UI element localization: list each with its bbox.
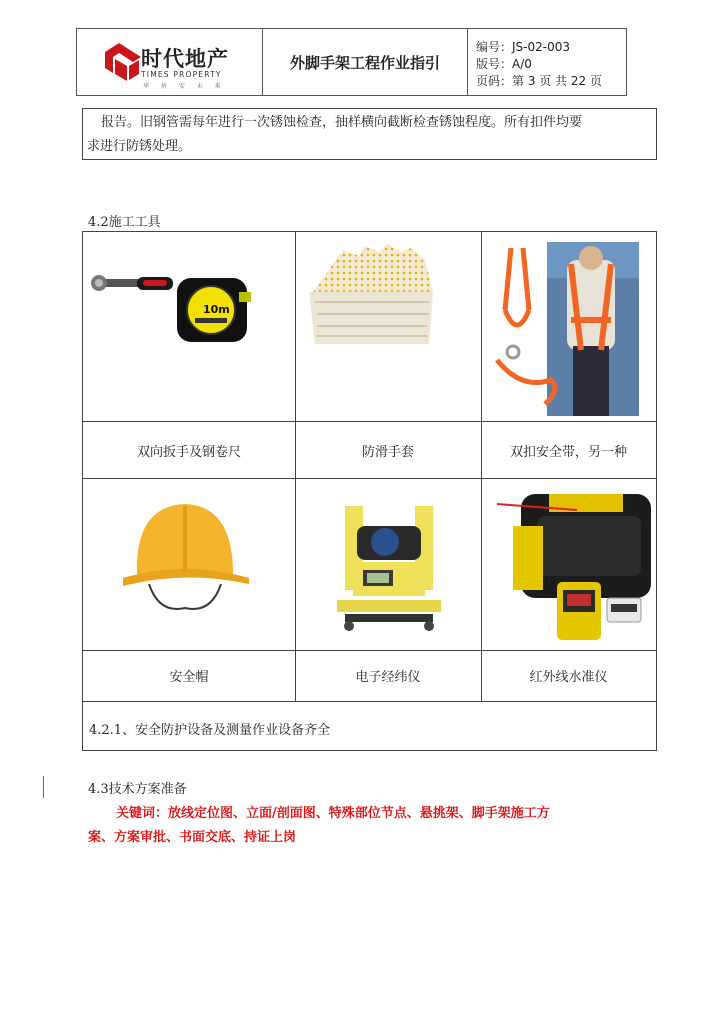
company-logo-icon <box>105 43 141 81</box>
tools-table <box>82 231 657 751</box>
tape-measure-label: 10m <box>203 303 230 316</box>
revision-mark <box>43 776 44 798</box>
page-number: 页码：第 3 页 共 22 页 <box>476 74 602 88</box>
company-slogan: 华 侨 安 未 来 <box>143 83 226 90</box>
gloves-icon <box>305 240 437 350</box>
company-logo-cell <box>77 29 263 95</box>
document-title: 外脚手架工程作业指引 <box>263 29 468 95</box>
continuation-box <box>82 108 657 160</box>
keywords-line-2: 案、方案审批、书面交底、持证上岗 <box>88 830 297 845</box>
caption-wrench-tape: 双向扳手及钢卷尺 <box>136 445 241 460</box>
doc-version: 版号：A/0 <box>476 57 532 71</box>
company-name-en: TIMES PROPERTY <box>141 70 222 79</box>
laser-level-icon <box>497 486 653 644</box>
caption-laser-level: 红外线水准仪 <box>529 670 608 685</box>
safety-helmet-icon <box>119 496 253 616</box>
continuation-line-1: 报告。旧钢管需每年进行一次锈蚀检查，抽样横向截断检查锈蚀程度。所有扣件均要 <box>101 115 583 130</box>
caption-helmet: 安全帽 <box>169 670 209 685</box>
caption-harness: 双扣安全带，另一种 <box>509 445 627 460</box>
caption-theodolite: 电子经纬仪 <box>355 670 421 685</box>
keywords-line-1: 关键词：放线定位图、立面/剖面图、特殊部位节点、悬挑架、脚手架施工方 <box>116 806 550 821</box>
tools-note: 4.2.1、安全防护设备及测量作业设备齐全 <box>89 723 331 738</box>
caption-gloves: 防滑手套 <box>361 445 414 460</box>
theodolite-icon <box>319 496 459 636</box>
document-meta <box>468 29 626 95</box>
continuation-line-2: 求进行防锈处理。 <box>87 139 192 154</box>
section-heading-4-2: 4.2施工工具 <box>88 215 161 230</box>
safety-harness-icon <box>491 240 641 418</box>
company-name-cn: 时代地产 <box>141 47 229 71</box>
document-header <box>76 28 627 96</box>
section-heading-4-3: 4.3技术方案准备 <box>88 782 187 797</box>
wrench-icon <box>89 268 175 302</box>
doc-number: 编号：JS-02-003 <box>476 40 570 54</box>
